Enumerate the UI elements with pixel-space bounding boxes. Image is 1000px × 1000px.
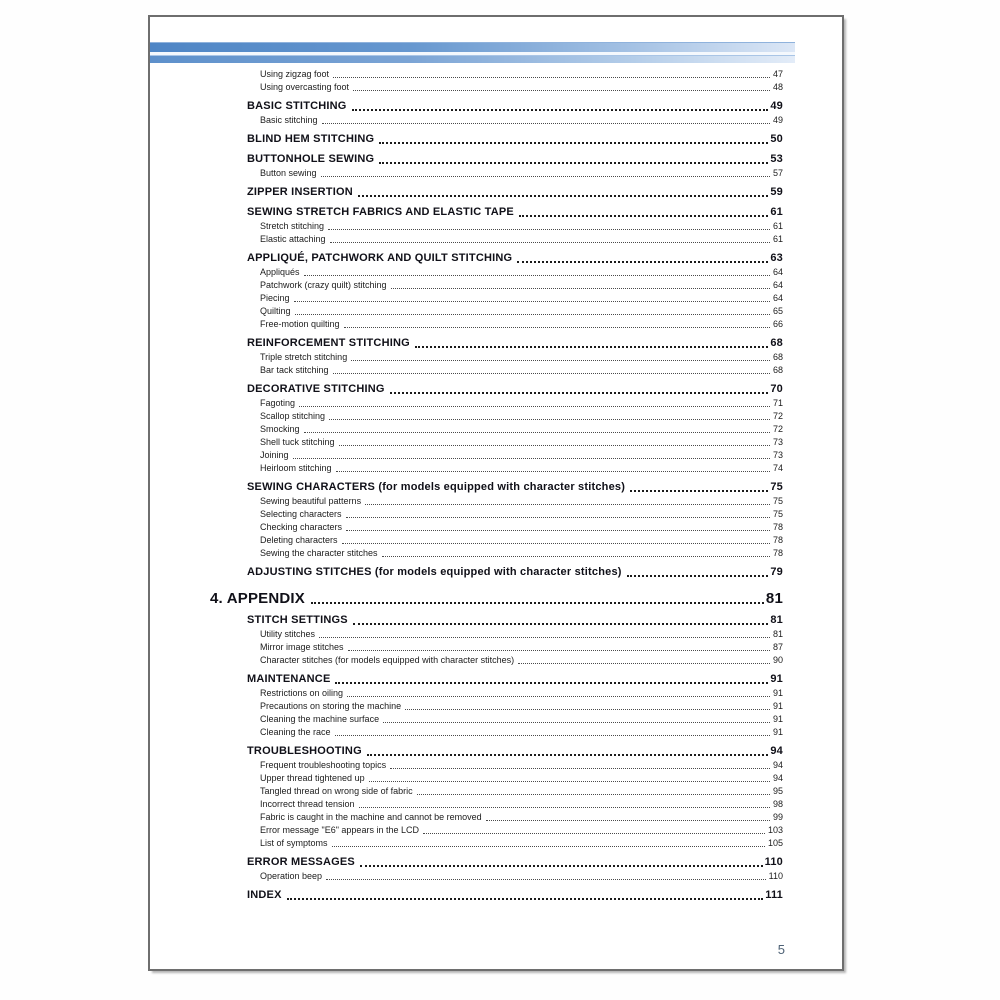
toc-entry-page: 49 [772, 115, 783, 125]
toc-entry-label: SEWING CHARACTERS (for models equipped with character stitches) [247, 481, 626, 493]
toc-entry-sub [247, 687, 783, 700]
dot-leader [390, 768, 770, 769]
toc-entry-label: INDEX [247, 889, 282, 901]
toc-entry-page: 91 [772, 727, 783, 737]
toc-entry-page: 75 [770, 481, 783, 493]
toc-entry-page: 110 [764, 856, 783, 868]
toc-entry-page: 64 [772, 280, 783, 290]
toc-entry-page: 64 [772, 293, 783, 303]
toc-entry-label: Quilting [260, 306, 291, 316]
toc-entry-sub [247, 700, 783, 713]
toc-entry-page: 91 [772, 688, 783, 698]
dot-leader [405, 709, 770, 710]
toc-entry-page: 99 [772, 812, 783, 822]
dot-leader [342, 543, 770, 544]
toc-entry-page: 90 [772, 655, 783, 665]
toc-entry-sub [247, 81, 783, 94]
toc-entry-label: Free-motion quilting [260, 319, 340, 329]
toc-entry-sub [247, 508, 783, 521]
footer-page-number: 5 [777, 942, 785, 957]
toc-entry-page: 78 [772, 535, 783, 545]
dot-leader [630, 490, 768, 492]
manual-page [148, 15, 844, 971]
dot-leader [627, 575, 769, 577]
toc-entry-sub [247, 521, 783, 534]
toc-entry-label: BLIND HEM STITCHING [247, 133, 375, 145]
toc-entry-page: 79 [770, 566, 783, 578]
dot-leader [333, 77, 770, 78]
toc-entry-page: 72 [772, 424, 783, 434]
dot-leader [382, 556, 770, 557]
toc-entry-label: ERROR MESSAGES [247, 856, 355, 868]
table-of-contents [150, 68, 842, 903]
toc-entry-label: Error message "E6" appears in the LCD [260, 825, 419, 835]
dot-leader [379, 142, 768, 144]
toc-entry-label: Basic stitching [260, 115, 318, 125]
toc-entry-sub [247, 410, 783, 423]
toc-entry-page: 71 [772, 398, 783, 408]
toc-entry-header [247, 672, 783, 687]
toc-entry-page: 94 [772, 773, 783, 783]
toc-entry-page: 65 [772, 306, 783, 316]
toc-entry-label: Heirloom stitching [260, 463, 332, 473]
toc-entry-label: Character stitches (for models equipped with character stitches) [260, 655, 515, 665]
toc-entry-label: Restrictions on oiling [260, 688, 344, 698]
toc-entry-chapter [210, 589, 783, 608]
toc-entry-label: TROUBLESHOOTING [247, 745, 362, 757]
toc-entry-page: 98 [772, 799, 783, 809]
toc-entry-sub [247, 798, 783, 811]
dot-leader [417, 794, 770, 795]
dot-leader [352, 109, 769, 111]
toc-entry-label: Shell tuck stitching [260, 437, 335, 447]
toc-entry-label: Cleaning the machine surface [260, 714, 380, 724]
dot-leader [336, 471, 770, 472]
toc-entry-page: 68 [770, 337, 783, 349]
dot-leader [287, 898, 764, 900]
toc-entry-page: 49 [770, 100, 783, 112]
toc-entry-label: Upper thread tightened up [260, 773, 365, 783]
dot-leader [423, 833, 765, 834]
toc-entry-page: 74 [772, 463, 783, 473]
dot-leader [353, 623, 769, 625]
toc-entry-label: Utility stitches [260, 629, 316, 639]
toc-entry-sub [247, 305, 783, 318]
toc-entry-label: Joining [260, 450, 289, 460]
toc-entry-label: Mirror image stitches [260, 642, 344, 652]
toc-entry-page: 63 [770, 252, 783, 264]
toc-entry-label: Frequent troubleshooting topics [260, 760, 387, 770]
toc-entry-label: List of symptoms [260, 838, 328, 848]
dot-leader [517, 261, 768, 263]
toc-entry-page: 103 [767, 825, 783, 835]
toc-entry-page: 87 [772, 642, 783, 652]
dot-leader [348, 650, 770, 651]
toc-entry-sub [247, 534, 783, 547]
toc-entry-page: 53 [770, 153, 783, 165]
toc-entry-page: 75 [772, 496, 783, 506]
toc-entry-label: Elastic attaching [260, 234, 326, 244]
dot-leader [295, 314, 770, 315]
dot-leader [319, 637, 770, 638]
toc-entry-label: Operation beep [260, 871, 323, 881]
dot-leader [293, 458, 770, 459]
toc-entry-sub [247, 167, 783, 180]
header-bar-top [150, 42, 795, 52]
toc-entry-sub [247, 279, 783, 292]
dot-leader [369, 781, 770, 782]
toc-entry-sub [247, 654, 783, 667]
toc-entry-page: 64 [772, 267, 783, 277]
dot-leader [365, 504, 770, 505]
toc-entry-label: Precautions on storing the machine [260, 701, 402, 711]
dot-leader [519, 215, 768, 217]
toc-entry-page: 68 [772, 352, 783, 362]
toc-entry-sub [247, 870, 783, 883]
toc-entry-label: 4. APPENDIX [210, 590, 306, 607]
dot-leader [322, 123, 770, 124]
toc-entry-label: Using overcasting foot [260, 82, 350, 92]
toc-entry-header [247, 205, 783, 220]
toc-entry-sub [247, 837, 783, 850]
toc-entry-header [247, 152, 783, 167]
dot-leader [351, 360, 770, 361]
toc-entry-page: 95 [772, 786, 783, 796]
toc-entry-label: Deleting characters [260, 535, 338, 545]
toc-entry-header [247, 888, 783, 903]
toc-entry-page: 111 [765, 889, 783, 901]
toc-entry-page: 48 [772, 82, 783, 92]
toc-entry-page: 94 [772, 760, 783, 770]
toc-entry-page: 47 [772, 69, 783, 79]
toc-entry-sub [247, 292, 783, 305]
toc-entry-label: Bar tack stitching [260, 365, 329, 375]
toc-entry-page: 78 [772, 548, 783, 558]
toc-entry-sub [247, 318, 783, 331]
toc-entry-label: Triple stretch stitching [260, 352, 348, 362]
toc-entry-label: Tangled thread on wrong side of fabric [260, 786, 413, 796]
toc-entry-page: 91 [772, 714, 783, 724]
toc-entry-sub [247, 397, 783, 410]
dot-leader [344, 327, 770, 328]
dot-leader [346, 517, 770, 518]
toc-entry-sub [247, 495, 783, 508]
toc-entry-label: Appliqués [260, 267, 300, 277]
toc-entry-label: REINFORCEMENT STITCHING [247, 337, 410, 349]
dot-leader [347, 696, 770, 697]
toc-entry-sub [247, 436, 783, 449]
dot-leader [486, 820, 770, 821]
dot-leader [304, 275, 770, 276]
toc-entry-label: DECORATIVE STITCHING [247, 383, 385, 395]
dot-leader [335, 735, 770, 736]
toc-entry-page: 78 [772, 522, 783, 532]
toc-entry-page: 59 [770, 186, 783, 198]
dot-leader [359, 807, 770, 808]
toc-entry-label: Sewing beautiful patterns [260, 496, 362, 506]
toc-entry-page: 72 [772, 411, 783, 421]
toc-entry-header [247, 336, 783, 351]
toc-entry-sub [247, 364, 783, 377]
toc-entry-label: Fagoting [260, 398, 296, 408]
dot-leader [330, 242, 770, 243]
toc-entry-page: 91 [770, 673, 783, 685]
dot-leader [333, 373, 770, 374]
toc-entry-label: Cleaning the race [260, 727, 331, 737]
toc-entry-label: Checking characters [260, 522, 343, 532]
toc-entry-sub [247, 785, 783, 798]
toc-entry-page: 81 [765, 590, 783, 607]
dot-leader [328, 229, 770, 230]
toc-entry-sub [247, 423, 783, 436]
toc-entry-page: 66 [772, 319, 783, 329]
toc-entry-sub [247, 351, 783, 364]
toc-entry-header [247, 251, 783, 266]
toc-entry-page: 81 [772, 629, 783, 639]
toc-entry-sub [247, 547, 783, 560]
toc-entry-sub [247, 462, 783, 475]
toc-entry-label: Stretch stitching [260, 221, 325, 231]
toc-entry-header [247, 185, 783, 200]
dot-leader [367, 754, 769, 756]
toc-entry-sub [247, 759, 783, 772]
toc-entry-header [247, 855, 783, 870]
dot-leader [321, 176, 770, 177]
toc-entry-label: BUTTONHOLE SEWING [247, 153, 375, 165]
toc-entry-page: 110 [768, 871, 783, 881]
toc-entry-label: Incorrect thread tension [260, 799, 355, 809]
dot-leader [518, 663, 770, 664]
dot-leader [346, 530, 770, 531]
dot-leader [379, 162, 768, 164]
toc-entry-sub [247, 233, 783, 246]
toc-entry-page: 91 [772, 701, 783, 711]
toc-entry-sub [247, 824, 783, 837]
toc-entry-sub [247, 811, 783, 824]
toc-entry-label: Sewing the character stitches [260, 548, 378, 558]
toc-entry-header [247, 744, 783, 759]
toc-entry-page: 57 [772, 168, 783, 178]
toc-entry-sub [247, 68, 783, 81]
dot-leader [391, 288, 770, 289]
dot-leader [390, 392, 769, 394]
toc-entry-label: SEWING STRETCH FABRICS AND ELASTIC TAPE [247, 206, 514, 218]
toc-entry-label: ZIPPER INSERTION [247, 186, 353, 198]
toc-entry-label: ADJUSTING STITCHES (for models equipped with character stitches) [247, 566, 622, 578]
toc-entry-label: Patchwork (crazy quilt) stitching [260, 280, 387, 290]
toc-entry-page: 73 [772, 437, 783, 447]
dot-leader [326, 879, 766, 880]
dot-leader [299, 406, 770, 407]
toc-entry-label: Piecing [260, 293, 290, 303]
toc-entry-sub [247, 628, 783, 641]
dot-leader [358, 195, 768, 197]
toc-entry-header [247, 382, 783, 397]
toc-entry-page: 75 [772, 509, 783, 519]
toc-entry-label: APPLIQUÉ, PATCHWORK AND QUILT STITCHING [247, 252, 513, 264]
toc-entry-sub [247, 449, 783, 462]
toc-entry-sub [247, 220, 783, 233]
dot-leader [335, 682, 768, 684]
toc-entry-sub [247, 772, 783, 785]
toc-entry-page: 94 [770, 745, 783, 757]
toc-entry-sub [247, 641, 783, 654]
toc-entry-label: Using zigzag foot [260, 69, 330, 79]
toc-entry-sub [247, 726, 783, 739]
toc-entry-label: Selecting characters [260, 509, 342, 519]
dot-leader [339, 445, 770, 446]
toc-entry-page: 61 [772, 221, 783, 231]
toc-entry-header [247, 613, 783, 628]
toc-entry-page: 61 [770, 206, 783, 218]
dot-leader [294, 301, 770, 302]
toc-entry-header [247, 565, 783, 580]
dot-leader [360, 865, 763, 867]
dot-leader [415, 346, 768, 348]
toc-entry-page: 105 [767, 838, 783, 848]
toc-entry-header [247, 99, 783, 114]
toc-entry-page: 81 [770, 614, 783, 626]
toc-entry-sub [247, 114, 783, 127]
header-bar-bottom [150, 55, 795, 63]
toc-entry-page: 61 [772, 234, 783, 244]
toc-entry-label: MAINTENANCE [247, 673, 331, 685]
dot-leader [332, 846, 765, 847]
toc-entry-label: Fabric is caught in the machine and cannot be removed [260, 812, 482, 822]
header-decoration-bars [150, 42, 795, 63]
toc-entry-header [247, 132, 783, 147]
toc-entry-sub [247, 266, 783, 279]
toc-entry-sub [247, 713, 783, 726]
toc-entry-header [247, 480, 783, 495]
toc-entry-page: 70 [770, 383, 783, 395]
toc-entry-label: STITCH SETTINGS [247, 614, 348, 626]
toc-entry-page: 50 [770, 133, 783, 145]
toc-entry-label: Button sewing [260, 168, 317, 178]
dot-leader [353, 90, 770, 91]
toc-entry-label: Smocking [260, 424, 300, 434]
toc-entry-label: Scallop stitching [260, 411, 326, 421]
toc-entry-label: BASIC STITCHING [247, 100, 347, 112]
toc-entry-page: 68 [772, 365, 783, 375]
toc-entry-page: 73 [772, 450, 783, 460]
dot-leader [329, 419, 770, 420]
dot-leader [383, 722, 770, 723]
dot-leader [304, 432, 770, 433]
dot-leader [311, 602, 764, 604]
